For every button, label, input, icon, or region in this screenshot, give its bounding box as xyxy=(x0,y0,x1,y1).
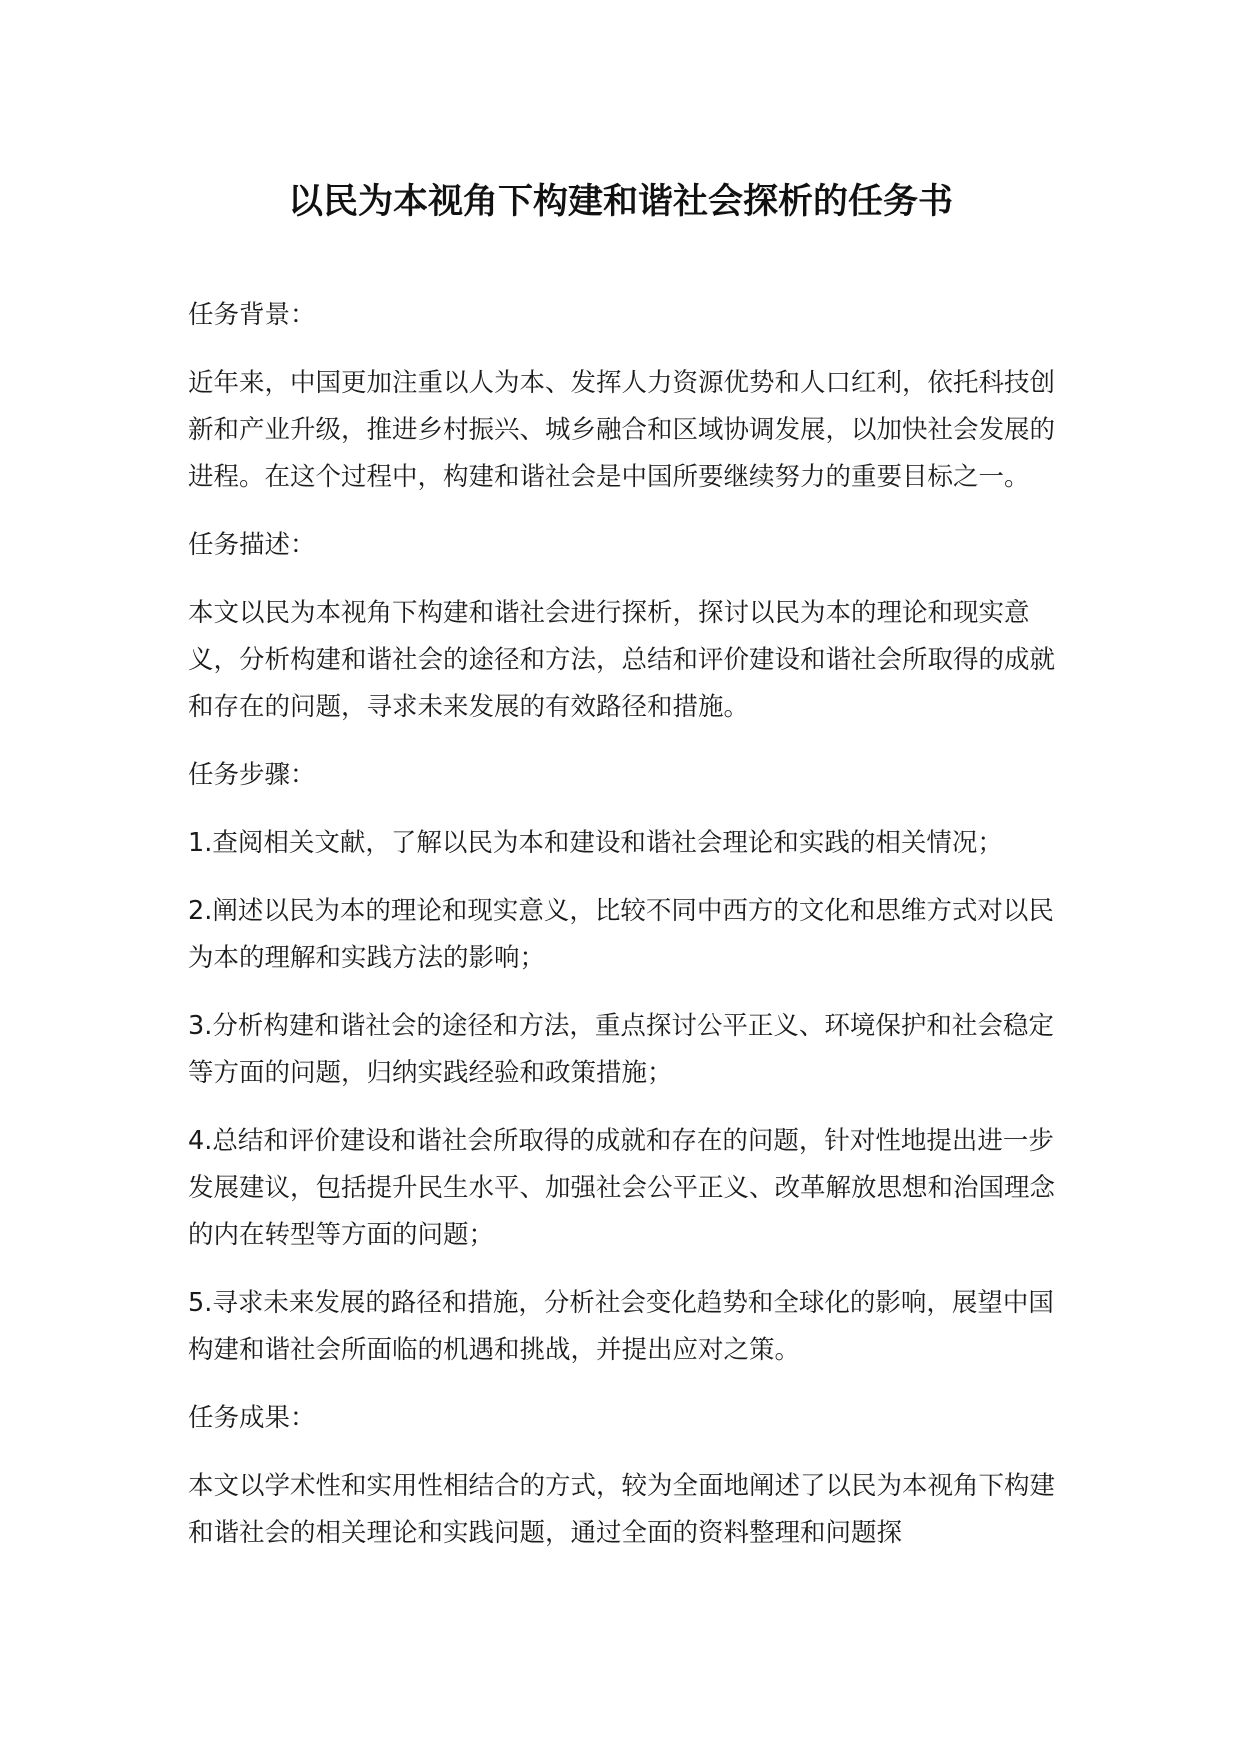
step-item-4: 4.总结和评价建设和谐社会所取得的成就和存在的问题，针对性地提出进一步发展建议，包括提升民生水平、加强社会公平正义、改革解放思想和治国理念的内在转型等方面的问题； xyxy=(188,1126,1056,1250)
step-item-2: 2.阐述以民为本的理论和现实意义，比较不同中西方的文化和思维方式对以民为本的理解和实践方法的影响； xyxy=(188,896,1054,973)
section-heading-steps: 任务步骤： xyxy=(188,760,316,790)
document-title: 以民为本视角下构建和谐社会探析的任务书 xyxy=(287,182,953,222)
section-heading-background: 任务背景： xyxy=(188,300,316,330)
step-item-3: 3.分析构建和谐社会的途径和方法，重点探讨公平正义、环境保护和社会稳定等方面的问题，归纳实践经验和政策措施； xyxy=(188,1011,1054,1088)
background-paragraph: 近年来，中国更加注重以人为本、发挥人力资源优势和人口红利，依托科技创新和产业升级，推进乡村振兴、城乡融合和区域协调发展，以加快社会发展的进程。在这个过程中，构建和谐社会是中国所要继续努力的重要目标之一。 xyxy=(188,368,1056,492)
document-body xyxy=(188,292,1060,1578)
step-item-1: 1.查阅相关文献，了解以民为本和建设和谐社会理论和实践的相关情况； xyxy=(188,828,1003,858)
section-heading-results: 任务成果： xyxy=(188,1403,316,1433)
results-paragraph: 本文以学术性和实用性相结合的方式，较为全面地阐述了以民为本视角下构建和谐社会的相关理论和实践问题，通过全面的资料整理和问题探 xyxy=(188,1471,1056,1548)
section-heading-description: 任务描述： xyxy=(188,530,316,560)
description-paragraph: 本文以民为本视角下构建和谐社会进行探析，探讨以民为本的理论和现实意义，分析构建和谐社会的途径和方法，总结和评价建设和谐社会所取得的成就和存在的问题，寻求未来发展的有效路径和措施。 xyxy=(188,598,1056,722)
step-item-5: 5.寻求未来发展的路径和措施，分析社会变化趋势和全球化的影响，展望中国构建和谐社会所面临的机遇和挑战，并提出应对之策。 xyxy=(188,1288,1054,1365)
